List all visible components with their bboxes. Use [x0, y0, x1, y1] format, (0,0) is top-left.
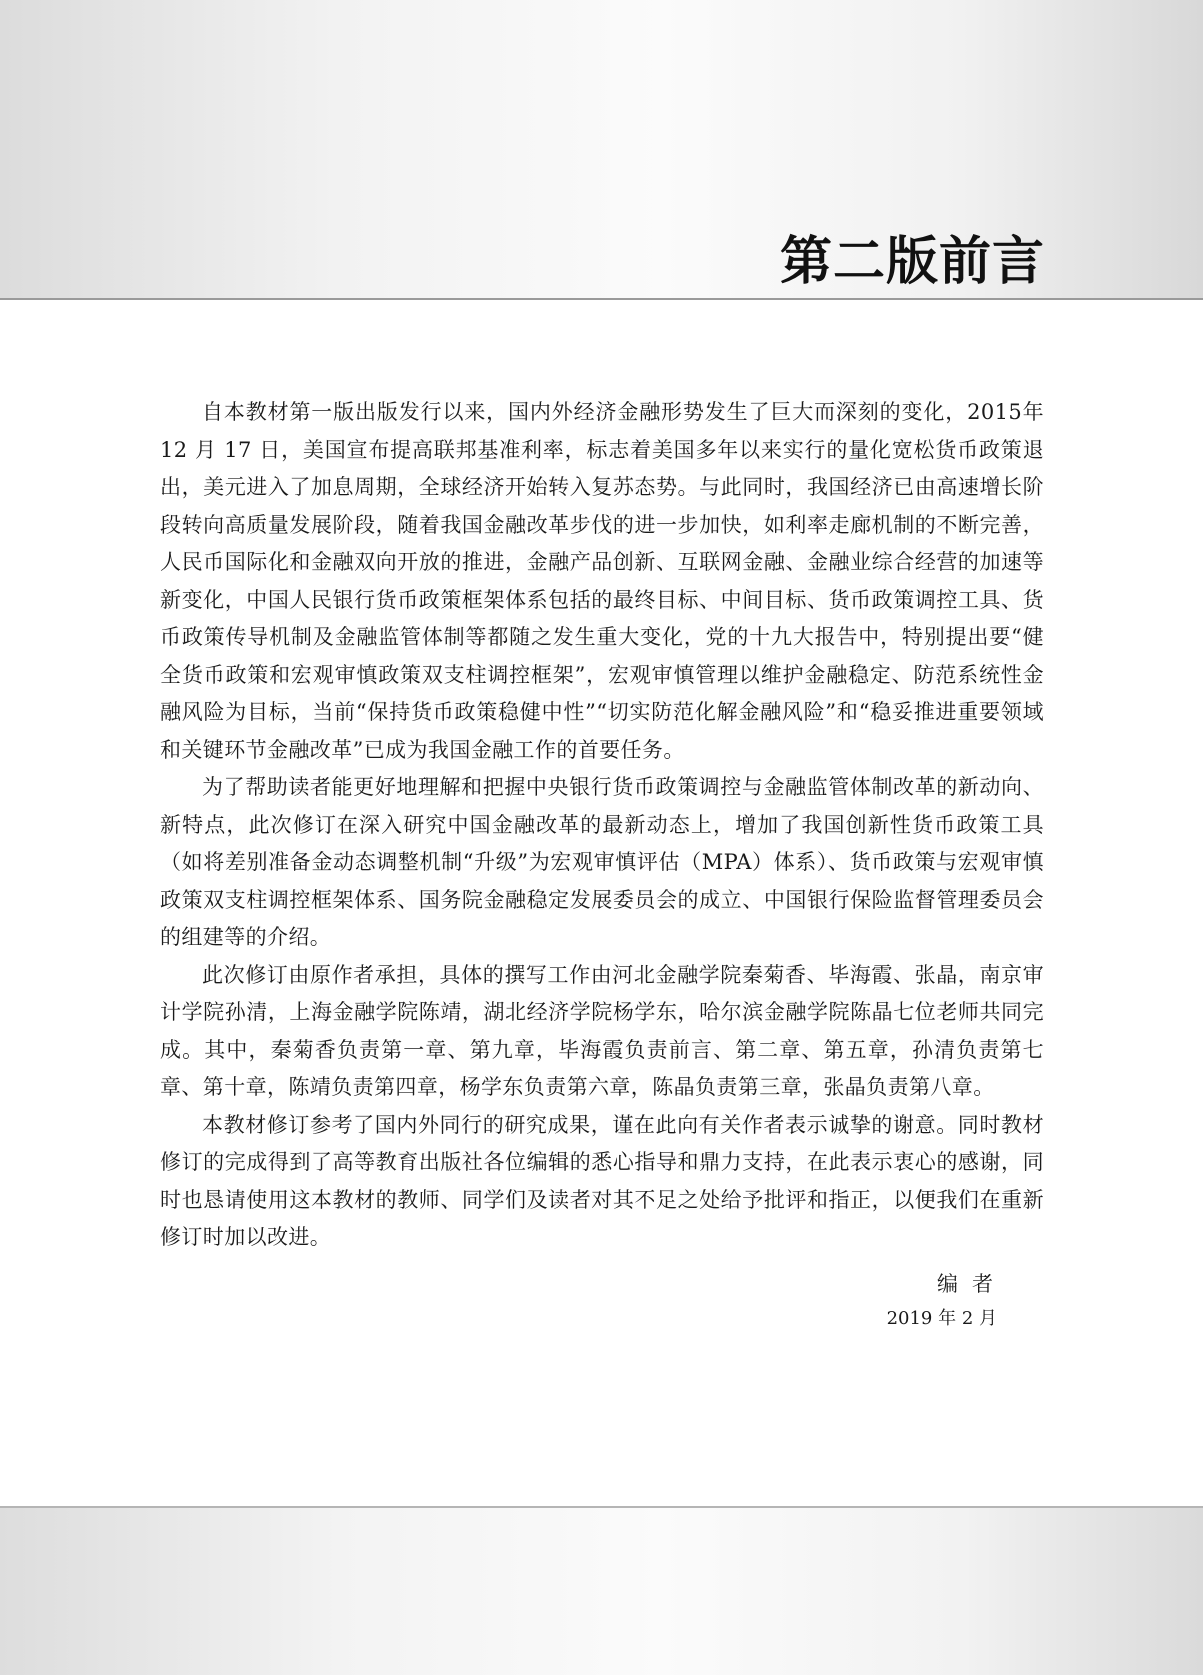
paragraph-4: 本教材修订参考了国内外同行的研究成果，谨在此向有关作者表示诚挚的谢意。同时教材修订的完成得到了高等教育出版社各位编辑的悉心指导和鼎力支持，在此表示衷心的感谢，同时也恳请使用这本教材的教师、同学们及读者对其不足之处给予批评和指正，以便我们在重新修订时加以改进。: [160, 1112, 1044, 1249]
header-divider: [0, 298, 1203, 300]
paragraph-1: 自本教材第一版出版发行以来，国内外经济金融形势发生了巨大而深刻的变化，2015年 12 月 17 日，美国宣布提高联邦基准利率，标志着美国多年以来实行的量化宽松货币政策退出，美元进入了加息周期，全球经济开始转入复苏态势。与此同时，我国经济已由高速增长阶段转向高质量发展阶段，随着我国金融改革步伐的进一步加快，如利率走廊机制的不断完善，人民币国际化和金融双向开放的推进，金融产品创新、互联网金融、金融业综合经营的加速等新变化，中国人民银行货币政策框架体系包括的最终目标、中间目标、货币政策调控工具、货币政策传导机制及金融监管体制等都随之发生重大变化，党的十九大报告中，特别提出要“健全货币政策和宏观审慎政策双支柱调控框架”，宏观审慎管理以维护金融稳定、防范系统性金融风险为目标，当前“保持货币政策稳健中性”“切实防范化解金融风险”和“稳妥推进重要领域和关键环节金融改革”已成为我国金融工作的首要任务。: [160, 400, 1044, 762]
signature-author: 编者: [937, 1272, 1007, 1296]
preface-body: [160, 394, 1044, 1257]
paragraph-2: 为了帮助读者能更好地理解和把握中央银行货币政策调控与金融监管体制改革的新动向、新特点，此次修订在深入研究中国金融改革的最新动态上，增加了我国创新性货币政策工具（如将差别准备金动态调整机制“升级”为宏观审慎评估（MPA）体系）、货币政策与宏观审慎政策双支柱调控框架体系、国务院金融稳定发展委员会的成立、中国银行保险监督管理委员会的组建等的介绍。: [160, 775, 1044, 949]
paragraph-3: 此次修订由原作者承担，具体的撰写工作由河北金融学院秦菊香、毕海霞、张晶，南京审计学院孙清，上海金融学院陈靖，湖北经济学院杨学东，哈尔滨金融学院陈晶七位老师共同完成。其中，秦菊香负责第一章、第九章，毕海霞负责前言、第二章、第五章，孙清负责第七章、第十章，陈靖负责第四章，杨学东负责第六章，陈晶负责第三章，张晶负责第八章。: [160, 962, 1044, 1099]
footer-band: [0, 1508, 1203, 1675]
page-title: 第二版前言: [779, 232, 1045, 292]
signature-date: 2019 年 2 月: [886, 1308, 997, 1329]
